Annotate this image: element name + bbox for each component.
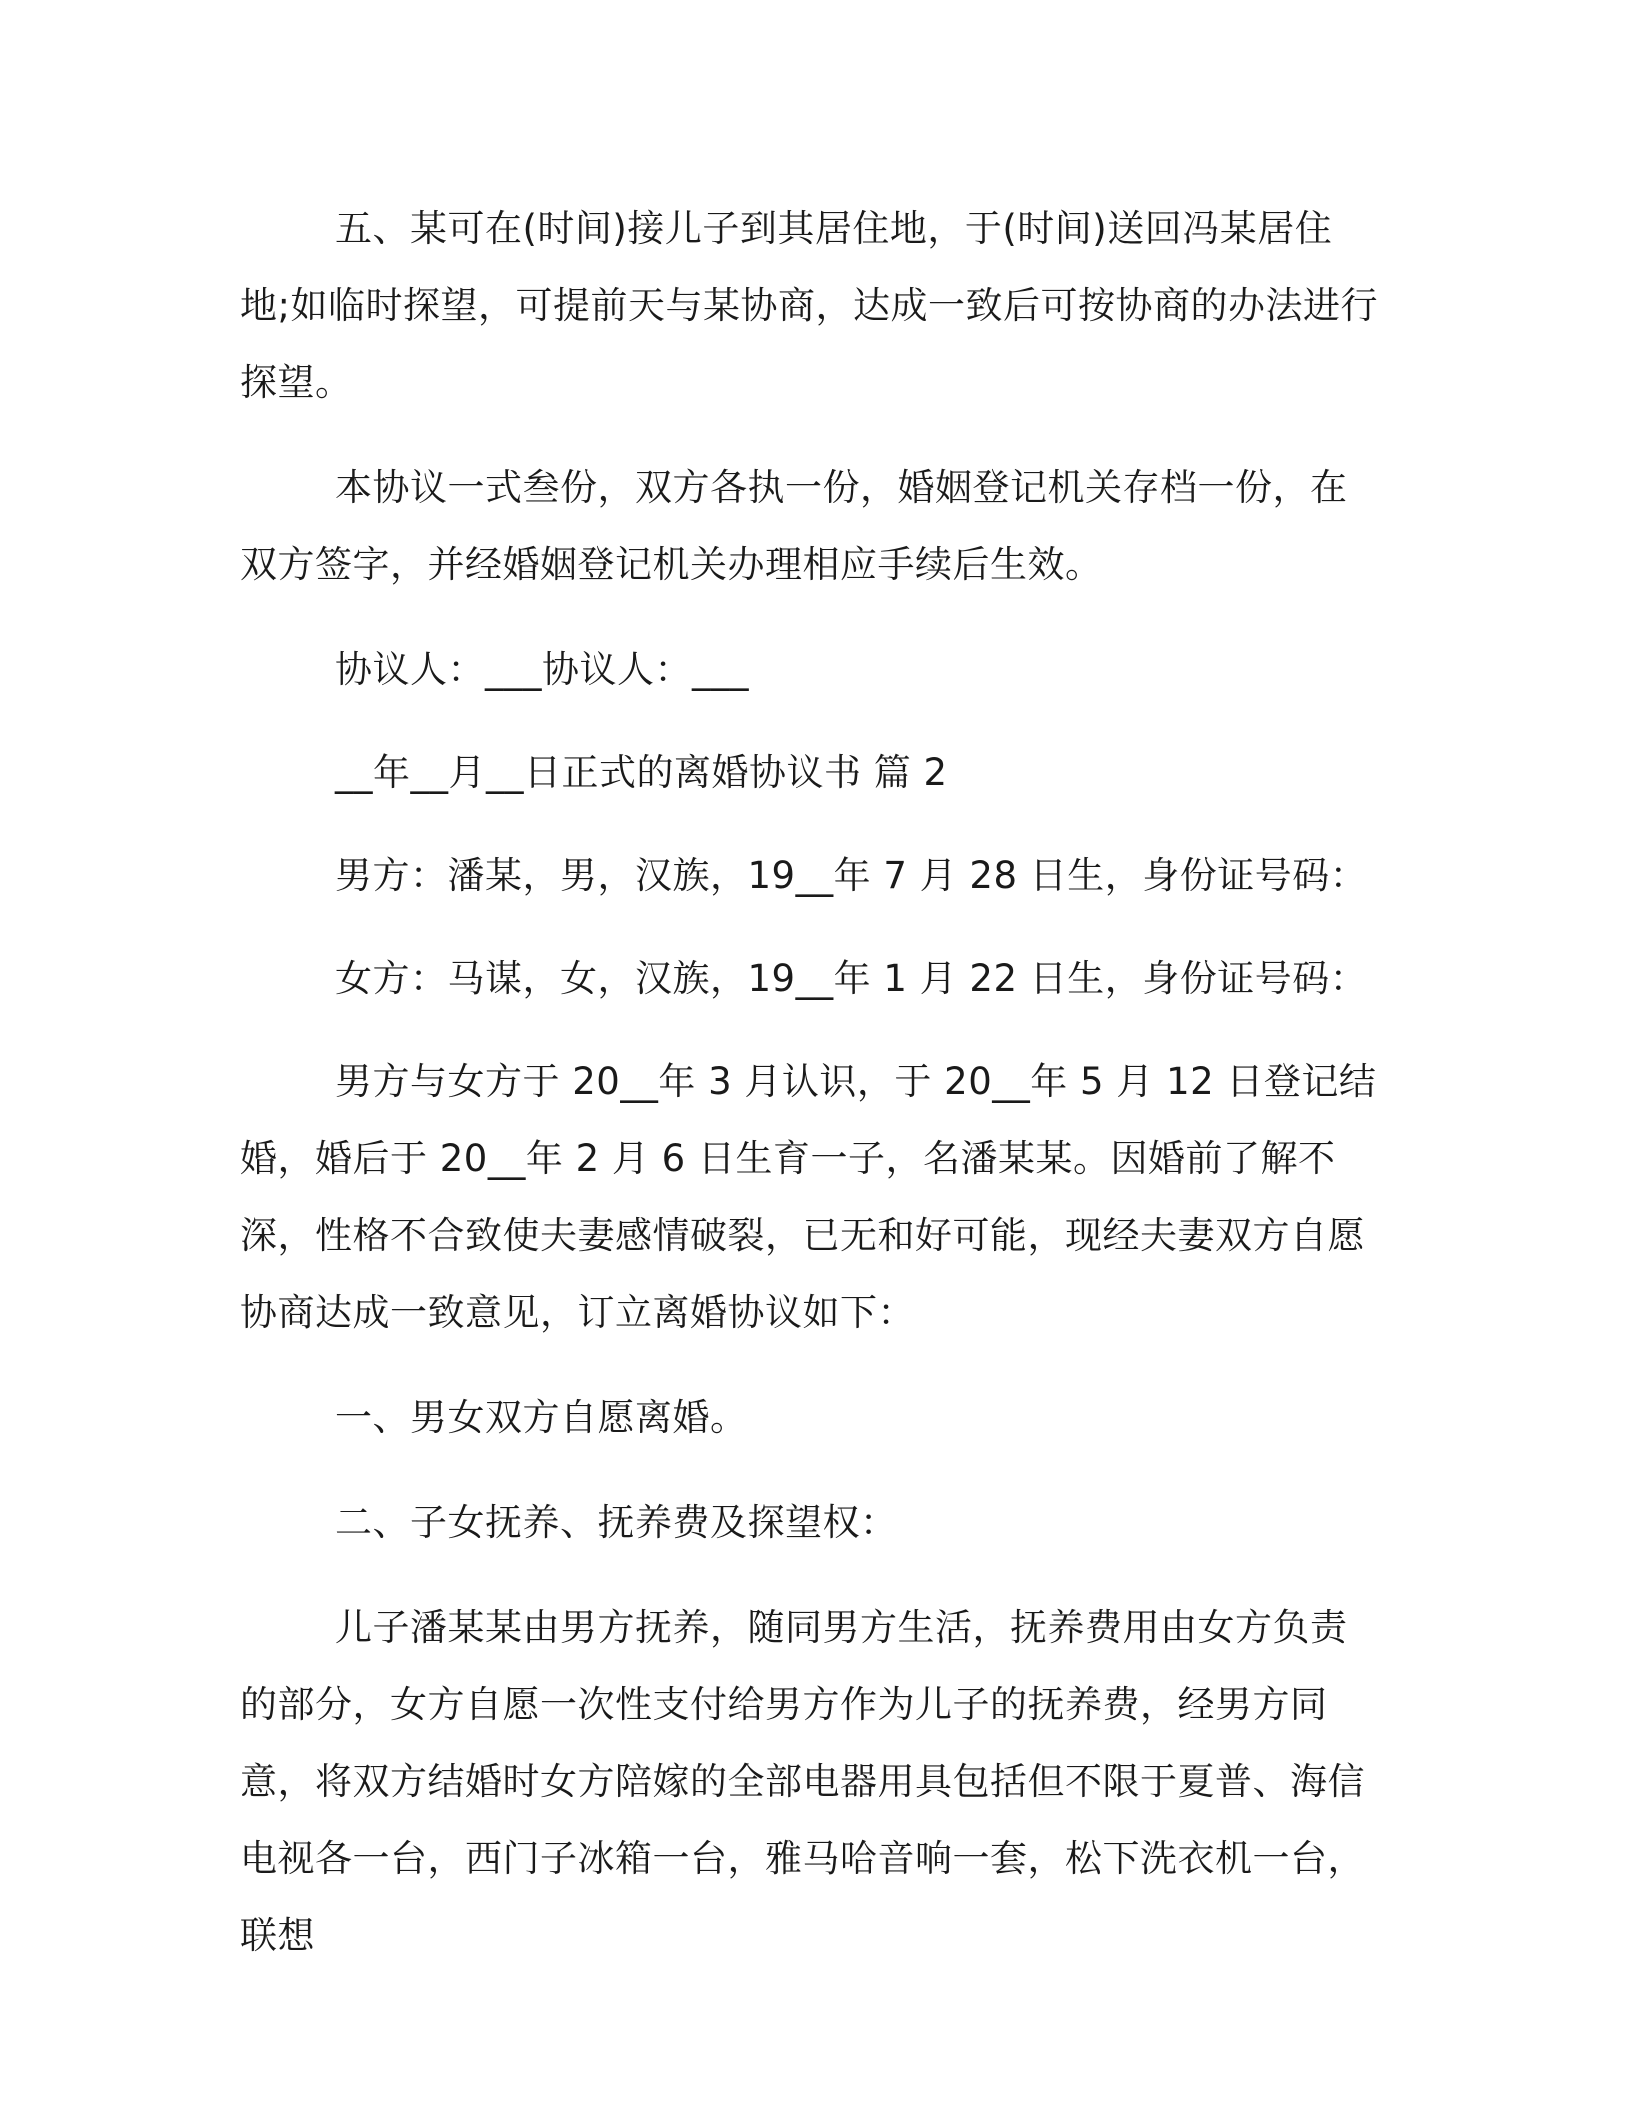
paragraph-date-heading: __年__月__日正式的离婚协议书 篇 2 — [335, 751, 948, 794]
paragraph-female-party: 女方：马谋，女，汉族，19__年 1 月 22 日生，身份证号码： — [335, 957, 1368, 1000]
paragraph-copies-effective: 本协议一式叁份，双方各执一份，婚姻登记机关存档一份，在双方签字，并经婚姻登记机关办理相应手续后生效。 — [240, 466, 1348, 586]
paragraph-male-party: 男方：潘某，男，汉族，19__年 7 月 28 日生，身份证号码： — [335, 854, 1368, 897]
paragraph-child-support: 儿子潘某某由男方抚养，随同男方生活，抚养费用由女方负责的部分，女方自愿一次性支付给男方作为儿子的抚养费，经男方同意，将双方结婚时女方陪嫁的全部电器用具包括但不限于夏普、海信电视各一台，西门子冰箱一台，雅马哈音响一套，松下洗衣机一台，联想 — [240, 1606, 1365, 1957]
paragraph-background: 男方与女方于 20__年 3 月认识，于 20__年 5 月 12 日登记结婚，婚后于 20__年 2 月 6 日生育一子，名潘某某。因婚前了解不深，性格不合致使夫妻感情破裂，已无和好可能，现经夫妻双方自愿协商达成一致意见，订立离婚协议如下： — [240, 1060, 1377, 1334]
paragraph-clause-one: 一、男女双方自愿离婚。 — [335, 1396, 748, 1439]
paragraph-visitation-schedule: 五、某可在(时间)接儿子到其居住地，于(时间)送回冯某居住地;如临时探望，可提前天与某协商，达成一致后可按协商的办法进行探望。 — [240, 207, 1378, 404]
document-body — [240, 190, 1380, 1974]
paragraph-signatories: 协议人：___协议人：___ — [335, 648, 749, 691]
paragraph-clause-two: 二、子女抚养、抚养费及探望权： — [335, 1501, 898, 1544]
